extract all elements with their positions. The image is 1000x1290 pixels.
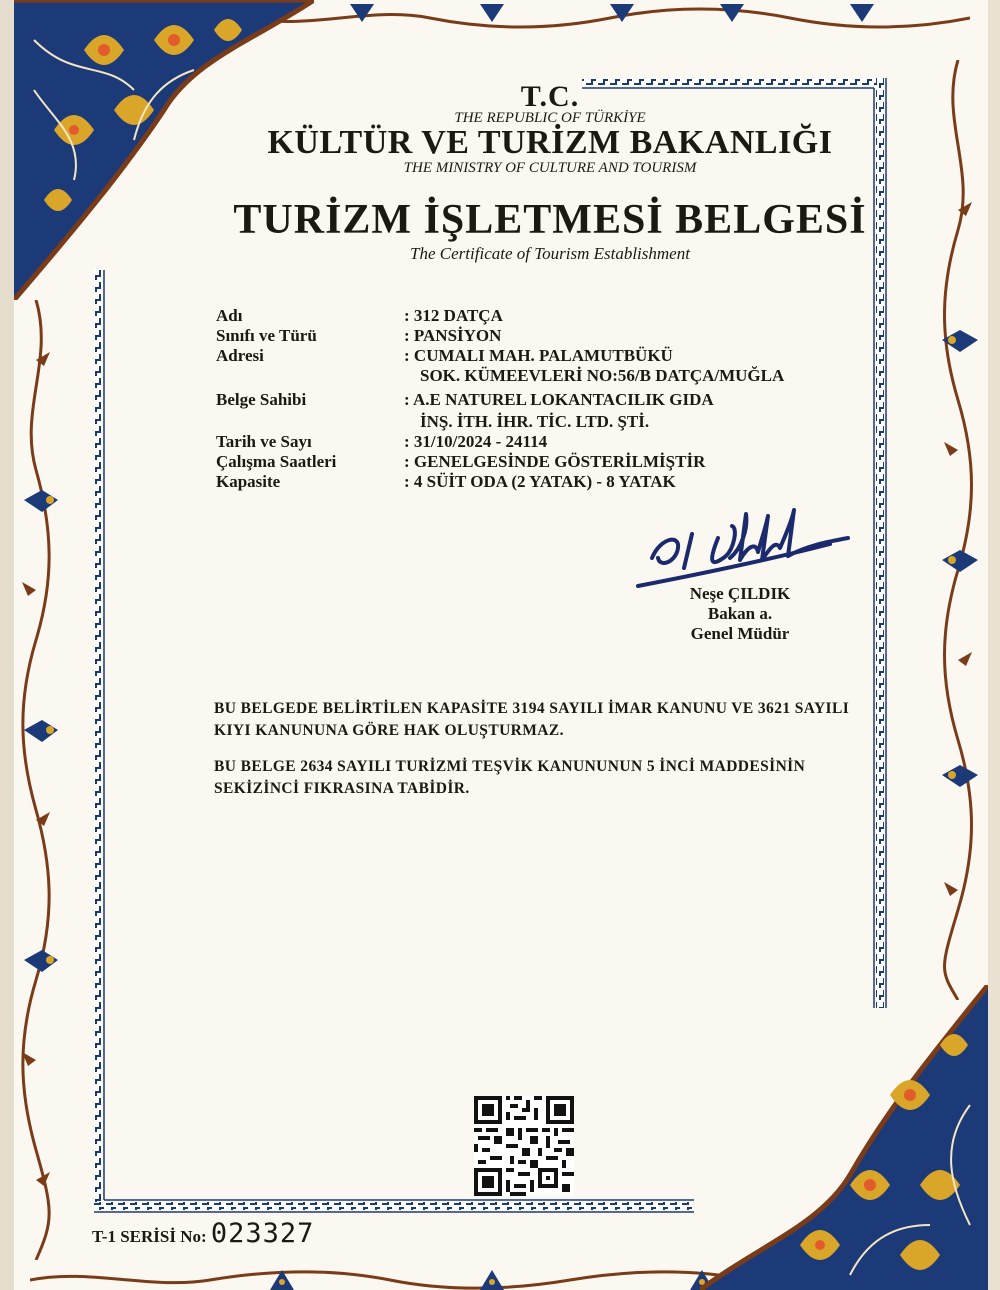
- field-owner-value-1: : A.E NATUREL LOKANTACILIK GIDA: [404, 390, 714, 409]
- left-vine-ornament: [14, 300, 74, 1260]
- field-address-label: Adresi: [216, 346, 264, 365]
- qr-code[interactable]: [474, 1096, 574, 1201]
- certificate-title-en: The Certificate of Tourism Establishment: [410, 244, 690, 263]
- field-capacity-label: Kapasite: [216, 472, 281, 491]
- right-vine-ornament: [928, 60, 988, 1000]
- field-class-value: : PANSİYON: [404, 326, 502, 345]
- field-owner-value-2: İNŞ. İTH. İHR. TİC. LTD. ŞTİ.: [420, 412, 650, 431]
- notice-capacity: BU BELGEDE BELİRTİLEN KAPASİTE 3194 SAYILI İMAR KANUNU VE 3621 SAYILI KIYI KANUNUNA GÖRE HAK OLUŞTURMAZ.: [214, 700, 850, 739]
- field-name-value: : 312 DATÇA: [404, 306, 503, 325]
- field-capacity-value: : 4 SÜİT ODA (2 YATAK) - 8 YATAK: [404, 472, 676, 491]
- signer-title-1: Bakan a.: [707, 604, 773, 623]
- signer-title-2: Genel Müdür: [690, 624, 790, 643]
- header-tc: T.C.: [520, 80, 580, 113]
- field-address-value-1: : CUMALI MAH. PALAMUTBÜKÜ: [404, 346, 673, 365]
- header-ministry: KÜLTÜR VE TURİZM BAKANLIĞI: [267, 124, 833, 161]
- serial-number: [92, 1218, 314, 1249]
- top-band-ornament: [250, 0, 970, 50]
- field-hours-value: : GENELGESİNDE GÖSTERİLMİŞTİR: [404, 452, 706, 471]
- certificate-title: TURİZM İŞLETMESİ BELGESİ: [233, 197, 867, 243]
- field-date-value: : 31/10/2024 - 24114: [404, 432, 548, 451]
- paper-edge-left: [0, 0, 14, 1290]
- serial-label: T-1 SERİSİ No:: [92, 1227, 207, 1246]
- bottom-band-ornament: [30, 1256, 750, 1290]
- field-address-value-2: SOK. KÜMEEVLERİ NO:56/B DATÇA/MUĞLA: [420, 366, 785, 385]
- notice-law: BU BELGE 2634 SAYILI TURİZMİ TEŞVİK KANUNUNUN 5 İNCİ MADDESİNİN SEKİZİNCİ FIKRASINA TABİDİR.: [214, 758, 806, 797]
- serial-number-value: 023327: [210, 1218, 315, 1249]
- field-name-label: Adı: [216, 306, 243, 325]
- header-ministry-en: THE MINISTRY OF CULTURE AND TOURISM: [403, 160, 697, 176]
- field-hours-label: Çalışma Saatleri: [216, 452, 337, 471]
- paper-edge-right: [988, 0, 1000, 1290]
- header-republic: THE REPUBLIC OF TÜRKİYE: [454, 110, 646, 126]
- field-owner-label: Belge Sahibi: [216, 390, 307, 409]
- field-date-label: Tarih ve Sayı: [216, 432, 312, 451]
- field-class-label: Sınıfı ve Türü: [216, 326, 317, 345]
- signer-name: Neşe ÇILDIK: [689, 584, 791, 603]
